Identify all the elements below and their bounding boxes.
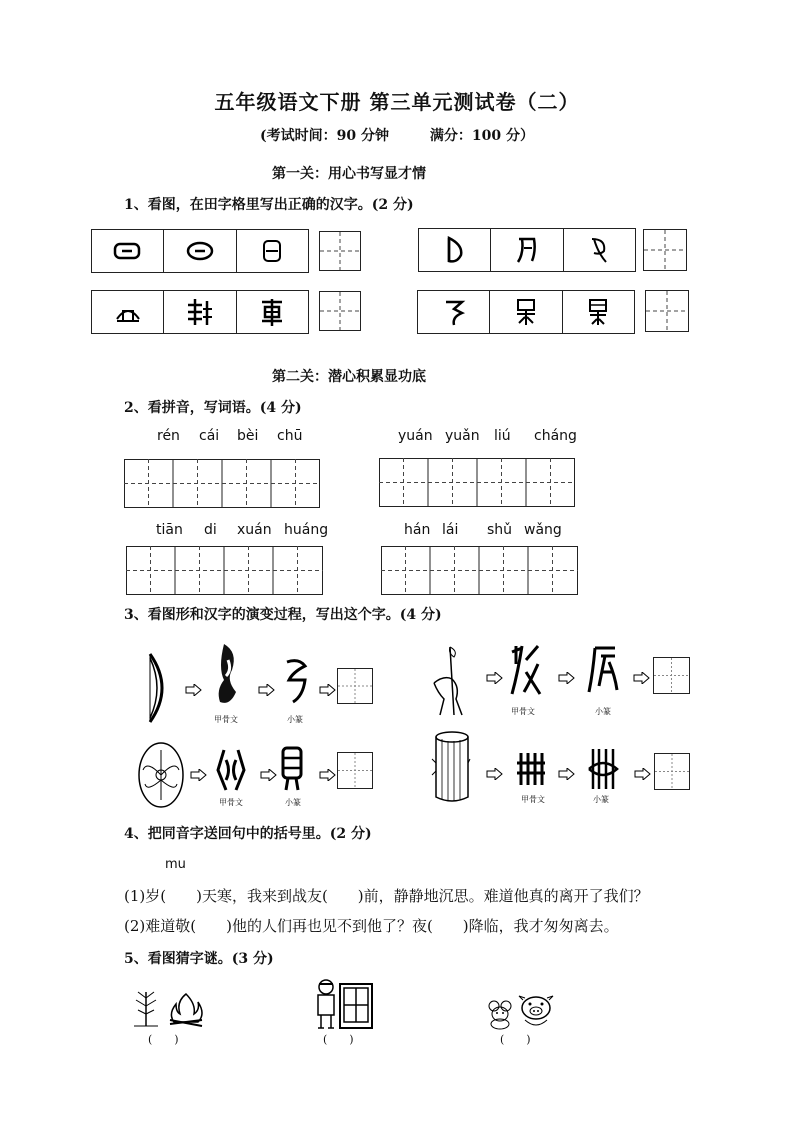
person-picture	[313, 978, 339, 1034]
pinyin-syllable: hán	[404, 522, 431, 538]
arrow-icon	[190, 766, 208, 785]
arrow-icon	[486, 765, 504, 784]
pinyin-syllable: cái	[199, 428, 220, 444]
q4-sentence-2: (2)难道敬( )他的人们再也见不到他了？夜( )降临，我才匆匆离去。	[124, 917, 619, 935]
answer-grid[interactable]	[381, 546, 579, 600]
arrow-icon	[319, 766, 337, 785]
seal-label: 小篆	[287, 715, 303, 724]
ancient-glyph	[164, 230, 236, 272]
page-title: 五年级语文下册 第三单元测试卷（二）	[214, 90, 580, 114]
ancient-glyph	[564, 229, 635, 271]
ancient-glyph	[92, 291, 164, 333]
fire-picture	[166, 990, 206, 1032]
oracle-label: 甲骨文	[511, 707, 535, 716]
pinyin-syllable: lái	[442, 522, 459, 538]
pinyin-syllable: rén	[157, 428, 180, 444]
pinyin-syllable: wǎng	[524, 522, 562, 538]
answer-paren[interactable]: ( )	[323, 1033, 354, 1046]
seal-glyph	[280, 744, 304, 798]
arrow-icon	[319, 681, 337, 700]
arrow-icon	[486, 669, 504, 688]
glyph-strip	[91, 290, 309, 334]
ancient-glyph	[491, 229, 563, 271]
answer-grid[interactable]	[126, 546, 324, 600]
pinyin-syllable: yuán	[398, 428, 433, 444]
answer-paren[interactable]: ( )	[500, 1033, 531, 1046]
question-3: 3、看图形和汉字的演变过程，写出这个字。(4 分)	[124, 607, 442, 623]
full-score: 满分：100 分）	[429, 128, 534, 144]
ancient-glyph	[237, 230, 308, 272]
q4-pinyin: mu	[165, 857, 186, 872]
answer-paren[interactable]: ( )	[148, 1033, 179, 1046]
answer-grid[interactable]	[124, 459, 321, 513]
question-2: 2、看拼音，写词语。(4 分)	[124, 400, 302, 416]
exam-time: (考试时间：90 分钟	[260, 128, 389, 144]
ancient-glyph	[418, 291, 490, 333]
seed-picture	[137, 740, 185, 814]
pinyin-syllable: tiān	[156, 522, 183, 538]
window-picture	[339, 983, 373, 1033]
seal-glyph	[587, 747, 619, 795]
pinyin-syllable: xuán	[237, 522, 272, 538]
pig-picture	[515, 994, 557, 1034]
glyph-strip	[418, 228, 636, 272]
oracle-glyph	[508, 642, 544, 702]
ancient-glyph	[490, 291, 562, 333]
seal-label: 小篆	[595, 707, 611, 716]
pinyin-syllable: huáng	[284, 522, 329, 538]
section-1-title: 第一关：用心书写显才情	[272, 166, 426, 182]
q4-sentence-1: (1)岁( )天寒，我来到战友( )前，静静地沉思。难道他真的离开了我们？	[124, 887, 649, 905]
plant-picture	[128, 988, 164, 1032]
question-5: 5、看图猜字谜。(3 分)	[124, 951, 274, 967]
pinyin-syllable: chū	[277, 428, 303, 444]
exam-info	[0, 125, 794, 145]
arrow-icon	[258, 681, 276, 700]
oracle-label: 甲骨文	[214, 715, 238, 724]
question-1: 1、看图，在田字格里写出正确的汉字。(2 分)	[124, 197, 414, 213]
tianzige-answer-box[interactable]	[643, 229, 687, 271]
hand-flag-picture	[430, 643, 474, 721]
oracle-label: 甲骨文	[521, 795, 545, 804]
glyph-strip	[417, 290, 635, 334]
arrow-icon	[260, 766, 278, 785]
oracle-glyph	[214, 746, 248, 798]
section-2-title: 第二关：潜心积累显功底	[272, 369, 426, 385]
tianzige-answer-box[interactable]	[319, 231, 361, 271]
answer-box[interactable]	[337, 668, 373, 704]
answer-grid[interactable]	[379, 458, 576, 512]
ancient-glyph	[92, 230, 164, 272]
pinyin-syllable: liú	[494, 428, 511, 444]
bamboo-bundle-picture	[430, 729, 474, 809]
pinyin-syllable: yuǎn	[445, 428, 480, 444]
oracle-glyph	[212, 640, 242, 714]
seal-label: 小篆	[593, 795, 609, 804]
answer-box[interactable]	[653, 657, 690, 694]
ancient-glyph	[237, 291, 308, 333]
bow-picture	[140, 650, 174, 730]
arrow-icon	[558, 765, 576, 784]
arrow-icon	[185, 681, 203, 700]
pinyin-syllable: di	[204, 522, 217, 538]
answer-box[interactable]	[654, 753, 690, 790]
ancient-glyph	[419, 229, 491, 271]
seal-label: 小篆	[285, 798, 301, 807]
arrow-icon	[558, 669, 576, 688]
pinyin-syllable: cháng	[534, 428, 577, 444]
oracle-glyph	[516, 749, 546, 793]
oracle-label: 甲骨文	[219, 798, 243, 807]
tianzige-answer-box[interactable]	[645, 290, 689, 332]
seal-glyph	[283, 656, 311, 712]
question-4: 4、把同音字送回句中的括号里。(2 分)	[124, 826, 372, 842]
ancient-glyph	[563, 291, 634, 333]
ancient-glyph	[164, 291, 236, 333]
answer-box[interactable]	[337, 752, 373, 789]
arrow-icon	[634, 765, 652, 784]
seal-glyph	[585, 642, 621, 700]
arrow-icon	[633, 669, 651, 688]
tianzige-answer-box[interactable]	[319, 291, 361, 331]
mouse-picture	[486, 1000, 514, 1034]
glyph-strip	[91, 229, 309, 273]
pinyin-syllable: shǔ	[487, 522, 513, 538]
pinyin-syllable: bèi	[237, 428, 259, 444]
